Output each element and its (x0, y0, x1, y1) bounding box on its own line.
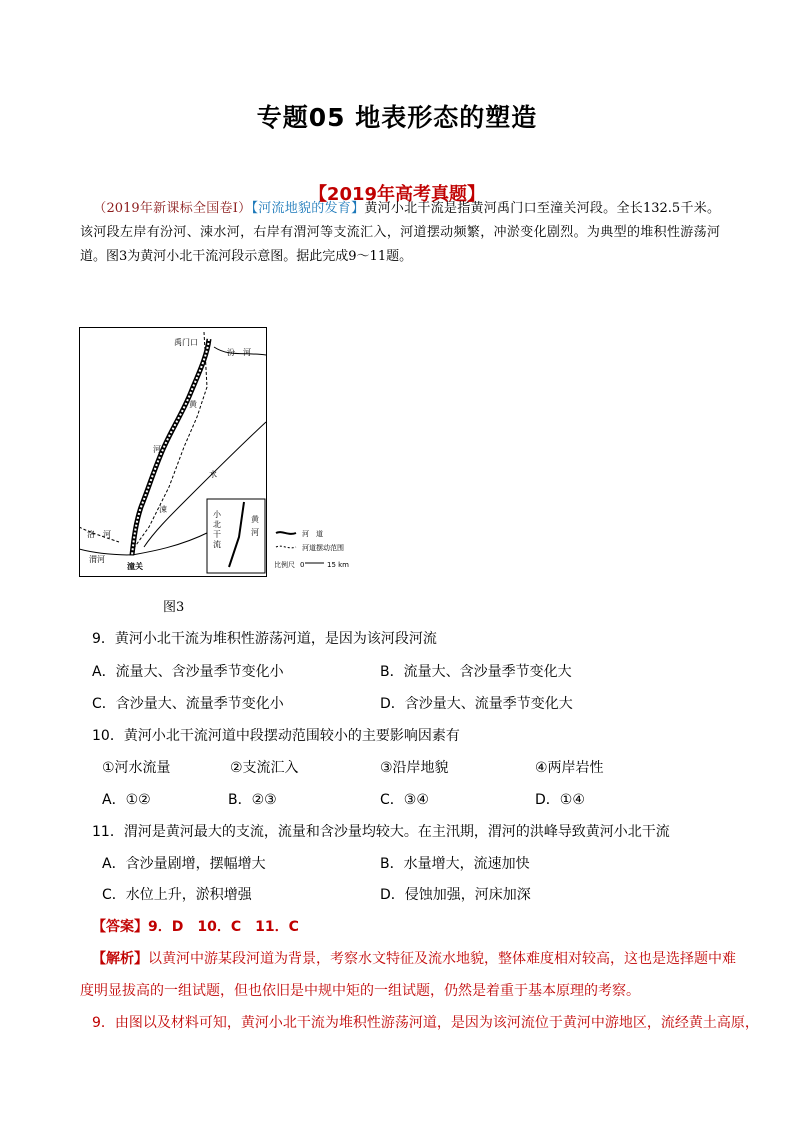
q10-factor-3: ③沿岸地貌 (380, 760, 449, 776)
label-huang: 黄 (189, 400, 197, 409)
label-su: 涑 (159, 505, 167, 514)
inset-he: 河 (251, 528, 259, 537)
label-luo-he: 洛 河 (87, 530, 111, 539)
q10-factor-2: ②支流汇入 (230, 760, 299, 776)
q11-stem: 11．渭河是黄河最大的支流，流量和含沙量均较大。在主汛期，渭河的洪峰导致黄河小北干流 (92, 824, 670, 840)
analysis-line-2: 度明显拔高的一组试题，但也依旧是中规中矩的一组试题，仍然是着重于基本原理的考察。 (80, 983, 640, 999)
q9-option-b[interactable]: B．流量大、含沙量季节变化大 (380, 664, 572, 680)
q10-option-b[interactable]: B．②③ (228, 792, 277, 808)
q9-option-d[interactable]: D．含沙量大、流量季节变化大 (380, 696, 573, 712)
page-title: 专题05 地表形态的塑造 (256, 103, 538, 132)
label-yumenkou: 禹门口 (174, 338, 198, 347)
legend-scale: 比例尺 (274, 561, 295, 569)
label-he1: 河 (153, 445, 161, 454)
inset-liu: 流 (213, 540, 221, 549)
inset-bei: 北 (213, 520, 221, 529)
q9-option-c[interactable]: C．含沙量大、流量季节变化小 (92, 696, 284, 712)
inset-huang: 黄 (251, 515, 259, 524)
analysis-label: 【解析】 (92, 951, 148, 967)
q11-option-b[interactable]: B．水量增大，流速加快 (380, 856, 530, 872)
river-map-figure (79, 327, 267, 577)
question-intro (80, 197, 720, 269)
legend-swing-icon (276, 546, 296, 548)
intro-source: （2019年新课标全国卷Ⅰ） (93, 201, 252, 216)
legend-swing: 河道摆动范围 (302, 544, 344, 552)
label-fen-he: 汾 河 (227, 348, 251, 357)
q11-option-d[interactable]: D．侵蚀加强，河床加深 (380, 887, 531, 903)
intro-text: 黄河小北干流是指黄河禹门口至潼关河段。全长132.5千米。该河段左岸有汾河、涑水河，右岸有渭河等支流汇入，河道摆动频繁，冲淤变化剧烈。为典型的堆积性游荡河道。图3为黄河小北干流河段示意图。据此完成9～11题。 (80, 201, 720, 264)
q10-factor-4: ④两岸岩性 (535, 760, 604, 776)
figure-caption: 图3 (163, 600, 185, 615)
legend-scale-zero: 0 (300, 561, 305, 569)
analysis-line-3: 9．由图以及材料可知，黄河小北干流为堆积性游荡河道，是因为该河流位于黄河中游地区，流经黄土高原， (92, 1015, 759, 1031)
legend-channel: 河 道 (302, 530, 323, 538)
legend-scale-km: 15 km (327, 561, 350, 569)
q11-option-a[interactable]: A．含沙量剧增，摆幅增大 (102, 856, 266, 872)
map-legend (272, 525, 362, 575)
answer-label: 【答案】 (92, 919, 148, 935)
q10-option-d[interactable]: D．①④ (535, 792, 585, 808)
q10-factor-1: ①河水流量 (102, 760, 171, 776)
label-tongguan: 潼关 (127, 562, 143, 571)
answer-text: 9．D 10．C 11．C (148, 919, 299, 935)
q10-stem: 10．黄河小北干流河道中段摆动范围较小的主要影响因素有 (92, 728, 460, 744)
label-shui: 水 (209, 470, 217, 479)
q10-option-c[interactable]: C．③④ (380, 792, 429, 808)
legend-channel-icon (276, 532, 296, 534)
q10-option-a[interactable]: A．①② (102, 792, 151, 808)
label-wei-he: 渭河 (89, 555, 105, 564)
inset-xiao: 小 (213, 510, 221, 519)
analysis-line-1 (92, 948, 736, 968)
analysis-text-1: 以黄河中游某段河道为背景，考察水文特征及流水地貌，整体难度相对较高，这也是选择题中难 (148, 951, 736, 967)
section-heading: 【2019年高考真题】 (308, 184, 486, 205)
inset-gan: 干 (213, 530, 221, 539)
q11-option-c[interactable]: C．水位上升，淤积增强 (102, 887, 252, 903)
intro-tag: 【河流地貌的发育】 (251, 201, 365, 216)
q9-stem: 9．黄河小北干流为堆积性游荡河道，是因为该河段河流 (92, 631, 437, 647)
answer-block (92, 916, 299, 936)
q9-option-a[interactable]: A．流量大、含沙量季节变化小 (92, 664, 284, 680)
